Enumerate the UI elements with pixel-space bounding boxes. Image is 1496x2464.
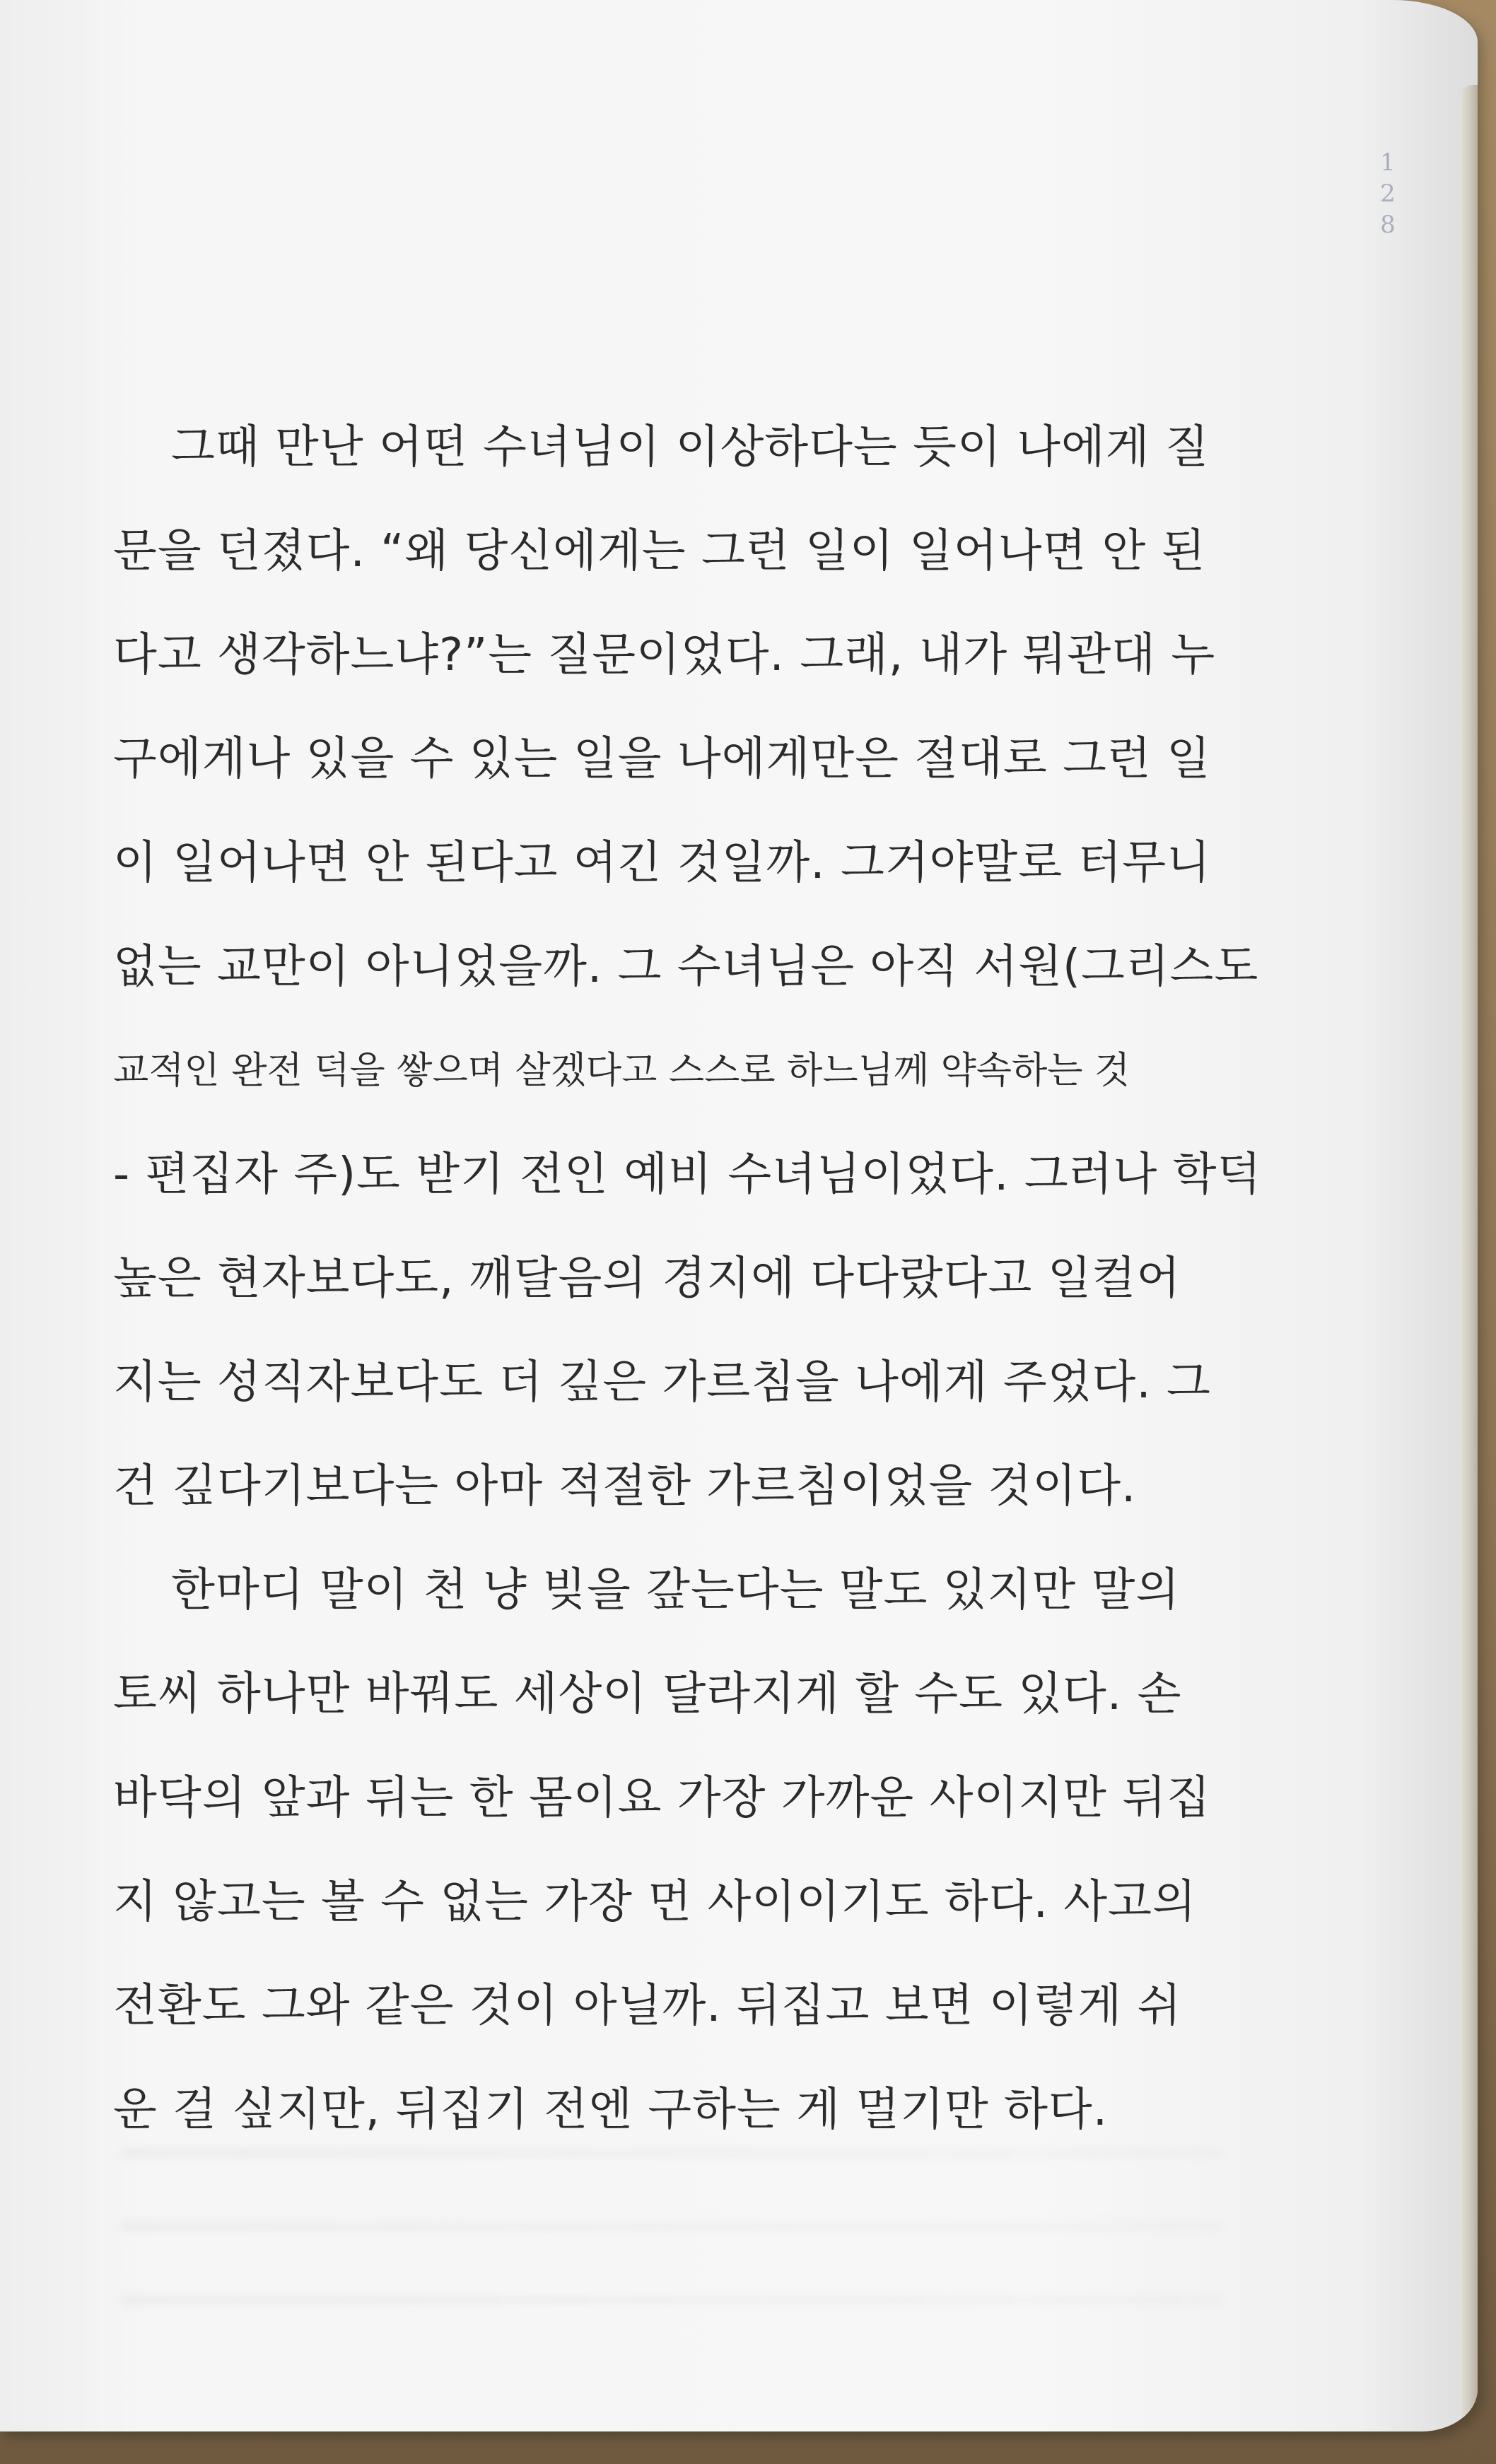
text-line: 높은 현자보다도, 깨달음의 경지에 다다랐다고 일컬어 (113, 1252, 1181, 1305)
text-line: 바닥의 앞과 뒤는 한 몸이요 가장 가까운 사이지만 뒤집 (113, 1772, 1211, 1824)
text-line: 구에게나 있을 수 있는 일을 나에게만은 절대로 그런 일 (113, 733, 1211, 785)
text-line: 문을 던졌다. “왜 당신에게는 그런 일이 일어나면 안 된 (113, 525, 1206, 577)
text-line: 전환도 그와 같은 것이 아닐까. 뒤집고 보면 이렇게 쉬 (113, 1980, 1182, 2032)
text-line: 다고 생각하느냐?”는 질문이었다. 그래, 내가 뭐관대 누 (113, 629, 1216, 681)
page-number: 128 (1380, 148, 1396, 239)
text-line: 운 걸 싶지만, 뒤집기 전엔 구하는 게 멀기만 하다. (113, 2084, 1109, 2136)
text-line: 지는 성직자보다도 더 깊은 가르침을 나에게 주었다. 그 (113, 1356, 1211, 1409)
show-through-line (120, 2149, 1223, 2157)
text-line: 지 않고는 볼 수 없는 가장 먼 사이이기도 하다. 사고의 (113, 1876, 1197, 1928)
text-line-note: 교적인 완전 덕을 쌓으며 살겠다고 스스로 하느님께 약속하는 것 (113, 1050, 1130, 1092)
text-line: 그때 만난 어떤 수녀님이 이상하다는 듯이 나에게 질 (171, 421, 1210, 474)
text-line: 한마디 말이 천 냥 빚을 갚는다는 말도 있지만 말의 (171, 1564, 1181, 1617)
page-stack-edge (1459, 85, 1478, 2417)
show-through-line (120, 2222, 1223, 2231)
text-line: - 편집자 주)도 받기 전인 예비 수녀님이었다. 그러나 학덕 (113, 1149, 1262, 1201)
show-through-text (120, 2149, 1223, 2369)
text-line: 토씨 하나만 바꿔도 세상이 달라지게 할 수도 있다. 손 (113, 1668, 1182, 1720)
text-line: 이 일어나면 안 된다고 여긴 것일까. 그거야말로 터무니 (113, 837, 1211, 889)
body-text (113, 396, 1329, 2162)
text-line: 없는 교만이 아니었을까. 그 수녀님은 아직 서원(그리스도 (113, 941, 1259, 993)
show-through-line (120, 2296, 1223, 2304)
text-line: 건 깊다기보다는 아마 적절한 가르침이었을 것이다. (113, 1460, 1137, 1513)
